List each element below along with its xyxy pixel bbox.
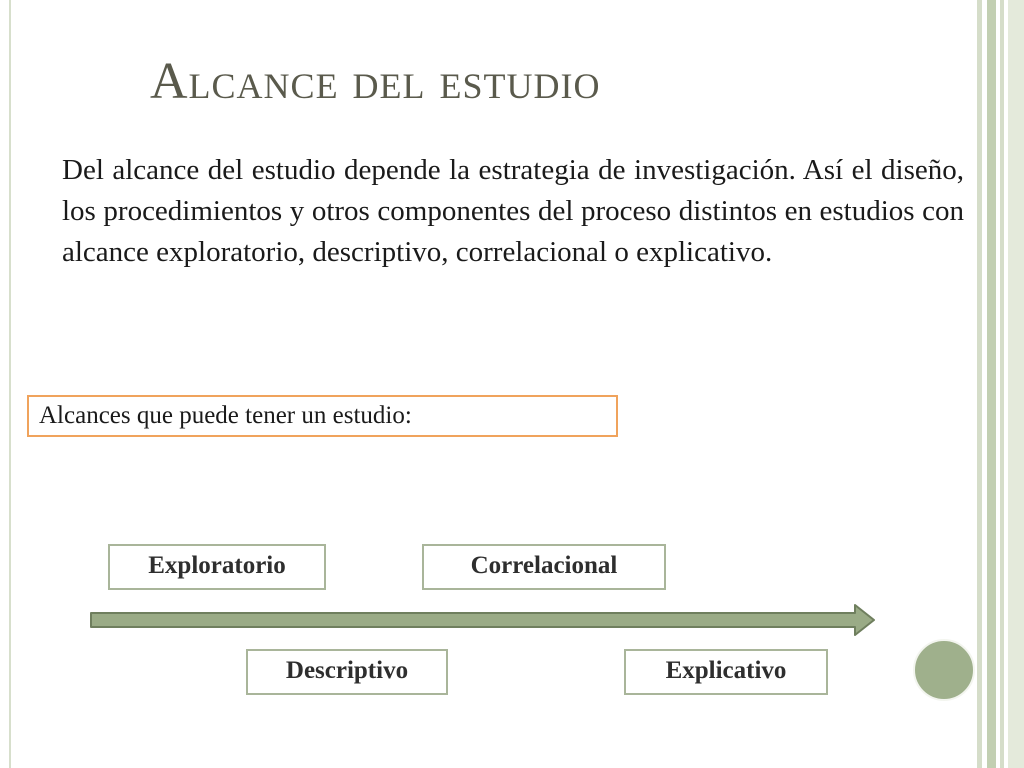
right-border-band (1000, 0, 1004, 768)
slide-title: Alcance del estudio (150, 53, 601, 110)
decorative-circle (913, 639, 975, 701)
body-paragraph: Del alcance del estudio depende la estrategia de investigación. Así el diseño, los procedimientos y otros componentes del proceso distintos en estudios con alcance exploratorio, descriptivo, correlacional o explicativo. (62, 154, 964, 268)
right-border-band (977, 0, 982, 768)
stage-correlacional: Correlacional (422, 544, 666, 590)
stage-explicativo: Explicativo (624, 649, 828, 695)
left-border-line (9, 0, 11, 768)
right-border-band (987, 0, 996, 768)
stage-descriptivo: Descriptivo (246, 649, 448, 695)
stage-exploratorio: Exploratorio (108, 544, 326, 590)
progression-arrow (88, 600, 880, 640)
right-border-band (1008, 0, 1024, 768)
scope-heading-box: Alcances que puede tener un estudio: (27, 395, 618, 437)
